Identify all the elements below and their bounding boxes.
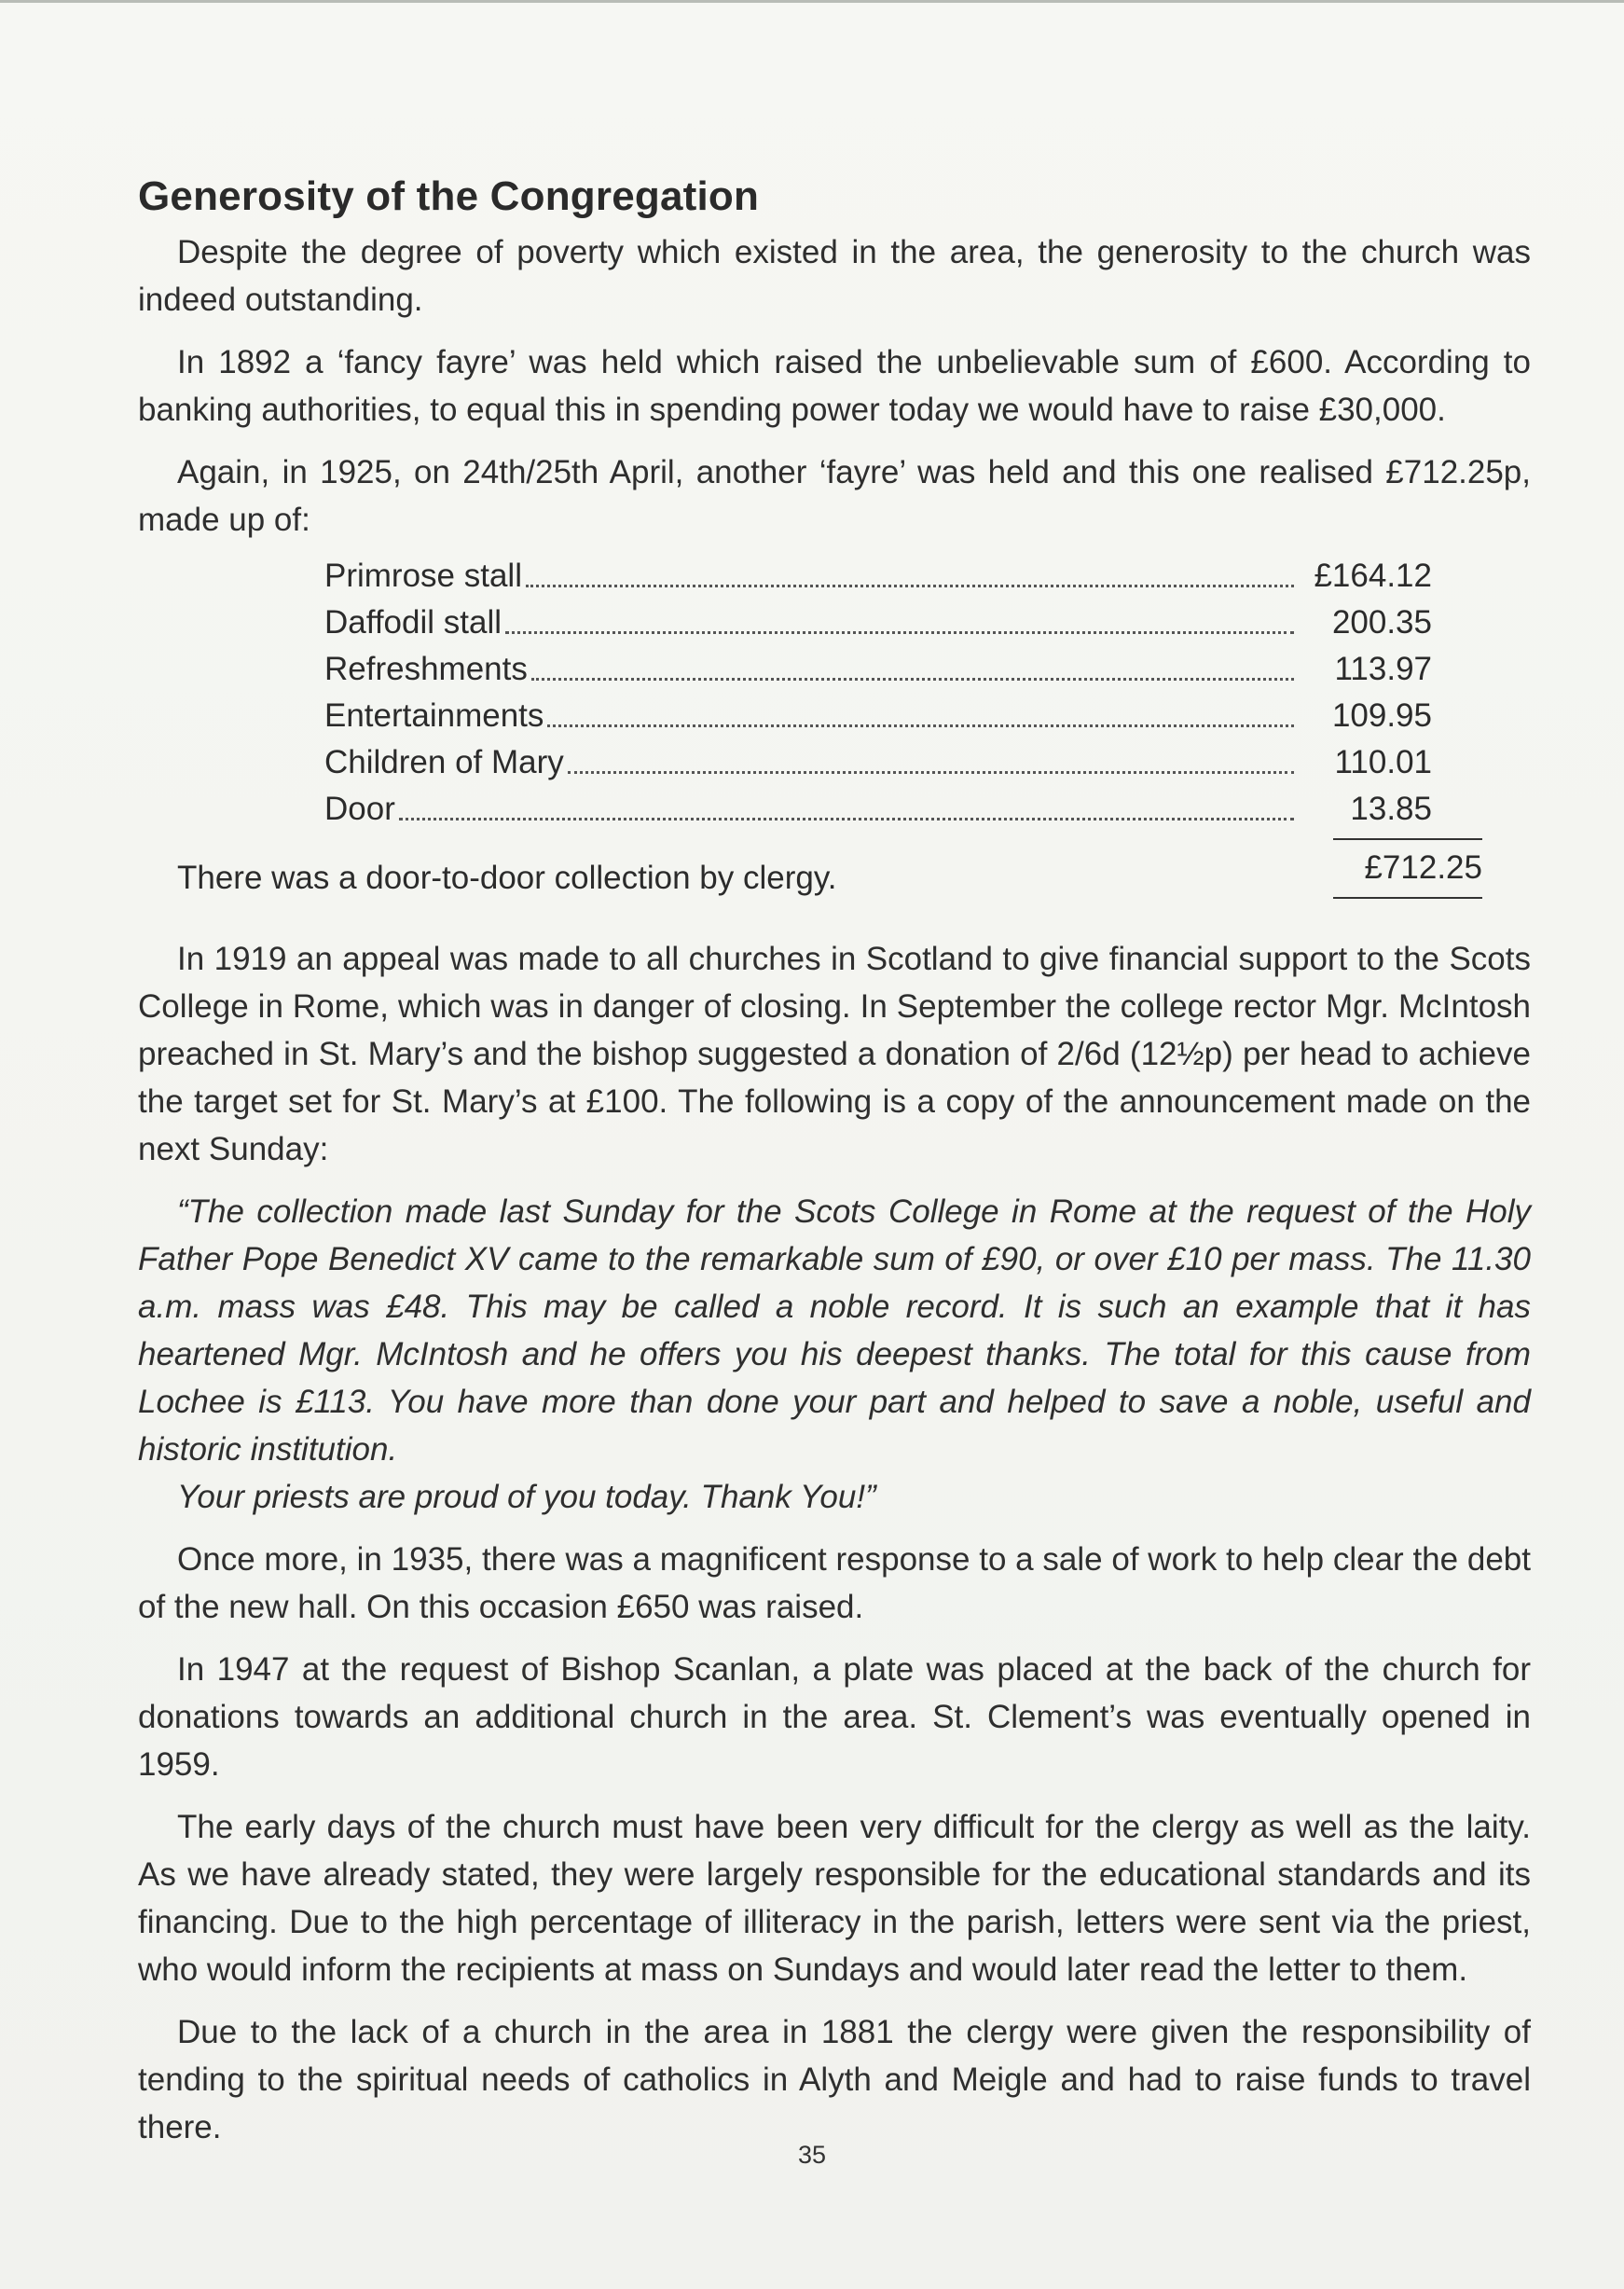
ledger-label: Door bbox=[324, 791, 395, 827]
ledger-leader-dots bbox=[547, 724, 1294, 727]
paragraph-scots-college-appeal: In 1919 an appeal was made to all churches in Scotland to give financial support to the Scots College in Rome, which was in danger of closing. In September the college rector Mgr. McIntosh preached in St. Mary’s and the bishop suggested a donation of 2/6d (12½p) per head to achieve the target set for St. Mary’s at £100. The following is a copy of the announcement made on the next Sunday: bbox=[138, 941, 1531, 1167]
ledger-label: Entertainments bbox=[324, 697, 544, 734]
page-content bbox=[138, 171, 1531, 2166]
paragraph-generosity: Despite the degree of poverty which existed in the area, the generosity to the church was indeed outstanding. bbox=[138, 234, 1531, 318]
ledger-leader-dots bbox=[526, 585, 1294, 587]
paragraph-1935-sale: Once more, in 1935, there was a magnificent response to a sale of work to help clear the debt of the new hall. On this occasion £650 was raised. bbox=[138, 1541, 1531, 1625]
announcement-quote: “The collection made last Sunday for the Scots College in Rome at the request of the Holy Father Pope Benedict XV came to the remarkable sum of £90, or over £10 per mass. The 11.30 a.m. mass was £48. This may be called a noble record. It is such an example that it has heartened Mgr. McIntosh and he offers you his deepest thanks. The total for this cause from Lochee is £113. You have more than done your part and helped to save a noble, useful and historic institution. bbox=[138, 1193, 1531, 1468]
ledger-row bbox=[324, 646, 1480, 693]
ledger-amount: 13.85 bbox=[1350, 791, 1432, 827]
announcement-quote-closing: Your priests are proud of you today. Thank You!” bbox=[177, 1479, 876, 1515]
ledger-row bbox=[324, 739, 1480, 786]
paragraph-1925-fayre: Again, in 1925, on 24th/25th April, another ‘fayre’ was held and this one realised £712.25p, made up of: bbox=[138, 454, 1531, 538]
ledger-row bbox=[324, 786, 1480, 833]
paragraph-fancy-fayre: In 1892 a ‘fancy fayre’ was held which raised the unbelievable sum of £600. According to banking authorities, to equal this in spending power today we would have to raise £30,000. bbox=[138, 344, 1531, 428]
top-rule bbox=[0, 0, 1624, 3]
subtotal-rule bbox=[1333, 838, 1482, 840]
ledger-note: There was a door-to-door collection by clergy. bbox=[177, 860, 837, 896]
section-heading: Generosity of the Congregation bbox=[138, 173, 760, 219]
ledger-leader-dots bbox=[399, 818, 1294, 820]
ledger-total: £712.25 bbox=[1364, 849, 1482, 886]
paragraph-1947-plate: In 1947 at the request of Bishop Scanlan, a plate was placed at the back of the church for donations towards an additional church in the area. St. Clement’s was eventually opened in 1959. bbox=[138, 1651, 1531, 1783]
ledger-amount: £164.12 bbox=[1314, 558, 1432, 594]
ledger-amount: 109.95 bbox=[1331, 697, 1432, 734]
paragraph-early-days: The early days of the church must have been very difficult for the clergy as well as the laity. As we have already stated, they were largely responsible for the educational standards and its financing. Due to the high percentage of illiteracy in the parish, letters were sent via the priest, who would inform the recipients at mass on Sundays and would later read the letter to them. bbox=[138, 1809, 1531, 1988]
ledger-label: Primrose stall bbox=[324, 558, 522, 594]
ledger-amount: 200.35 bbox=[1331, 604, 1432, 641]
paragraph-alyth-meigle: Due to the lack of a church in the area in 1881 the clergy were given the responsibility of tending to the spiritual needs of catholics in Alyth and Meigle and had to raise funds to travel there. bbox=[138, 2014, 1531, 2145]
ledger-row bbox=[324, 693, 1480, 739]
ledger-leader-dots bbox=[568, 771, 1294, 774]
ledger-amount: 110.01 bbox=[1334, 744, 1432, 780]
page-number: 35 bbox=[797, 2141, 827, 2169]
ledger-leader-dots bbox=[531, 678, 1294, 681]
ledger-label: Children of Mary bbox=[324, 744, 564, 780]
ledger-label: Daffodil stall bbox=[324, 604, 502, 641]
total-rule bbox=[1333, 897, 1482, 899]
ledger-label: Refreshments bbox=[324, 651, 528, 687]
ledger-leader-dots bbox=[505, 631, 1294, 634]
ledger-row bbox=[324, 553, 1480, 600]
ledger-amount: 113.97 bbox=[1334, 651, 1432, 687]
ledger-row bbox=[324, 600, 1480, 646]
fayre-ledger bbox=[138, 553, 1531, 935]
